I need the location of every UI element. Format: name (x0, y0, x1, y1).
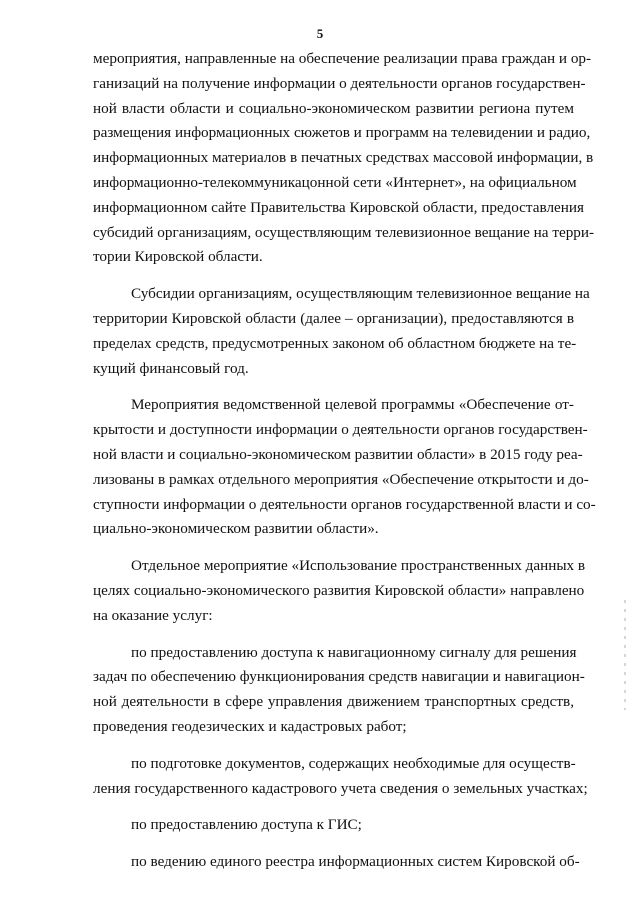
text-line: задач по обеспечению функционирования средств навигации и навигацион- (93, 668, 585, 686)
text-line: ганизаций на получение информации о деятельности органов государствен- (93, 74, 586, 92)
scan-margin-specks (624, 600, 626, 710)
paragraph-spacing (93, 838, 574, 850)
text-line: информационно-телекоммуникацонной сети «Интернет», на официальном (93, 173, 577, 191)
page-number: 5 (316, 26, 324, 41)
text-line: ной деятельности в сфере управления движением транспортных средств, (93, 693, 574, 711)
paragraph (93, 282, 590, 381)
text-line: крытости и доступности информации о деятельности органов государствен- (93, 421, 588, 439)
document-body (93, 47, 596, 875)
text-line: Мероприятия ведомственной целевой программы «Обеспечение от- (131, 396, 574, 414)
text-line: пределах средств, предусмотренных законом об областном бюджете на те- (93, 334, 577, 352)
text-line: по предоставлению доступа к навигационному сигналу для решения (131, 643, 577, 661)
paragraph (93, 850, 580, 875)
paragraph-spacing (93, 542, 574, 554)
paragraph-spacing (93, 740, 574, 752)
paragraph (93, 813, 574, 838)
paragraph (93, 47, 595, 270)
paragraph (93, 641, 585, 740)
text-line: циально-экономическом развитии области». (93, 520, 379, 538)
text-line: ления государственного кадастрового учета сведения о земельных участках; (93, 779, 588, 797)
text-line: информационных материалов в печатных средствах массовой информации, в (93, 149, 594, 167)
paragraph (93, 393, 596, 542)
text-line: по подготовке документов, содержащих необходимые для осуществ- (131, 754, 576, 772)
text-line: Отдельное мероприятие «Использование пространственных данных в (131, 557, 586, 575)
text-line: кущий финансовый год. (93, 359, 249, 377)
text-line: размещения информационных сюжетов и программ на телевидении и радио, (93, 124, 591, 142)
paragraph-spacing (93, 381, 574, 393)
text-line: субсидий организациям, осуществляющим телевизионное вещание на терри- (93, 223, 595, 241)
text-line: мероприятия, направленные на обеспечение реализации права граждан и ор- (93, 50, 592, 67)
text-line: лизованы в рамках отдельного мероприятия «Обеспечение открытости и до- (93, 470, 589, 488)
text-line: информационном сайте Правительства Кировской области, предоставления (93, 198, 585, 216)
text-line: Субсидии организациям, осуществляющим телевизионное вещание на (131, 285, 590, 303)
paragraph-spacing (93, 270, 574, 282)
text-line: по предоставлению доступа к ГИС; (131, 816, 362, 834)
text-line: на оказание услуг: (93, 606, 213, 624)
paragraph (93, 554, 586, 628)
text-line: территории Кировской области (далее – организации), предоставляются в (93, 309, 574, 327)
paragraph-spacing (93, 801, 574, 813)
paragraph-spacing (93, 629, 574, 641)
text-line: ной власти области и социально-экономическом развитии региона путем (93, 99, 574, 117)
text-line: ной власти и социально-экономическом развитии области» в 2015 году реа- (93, 445, 583, 463)
text-line: целях социально-экономического развития Кировской области» направлено (93, 581, 585, 599)
paragraph (93, 752, 588, 802)
text-line: ступности информации о деятельности органов государственной власти и со- (93, 495, 596, 513)
text-line: тории Кировской области. (93, 248, 263, 266)
text-line: по ведению единого реестра информационных систем Кировской об- (131, 853, 580, 871)
text-line: проведения геодезических и кадастровых работ; (93, 717, 407, 735)
